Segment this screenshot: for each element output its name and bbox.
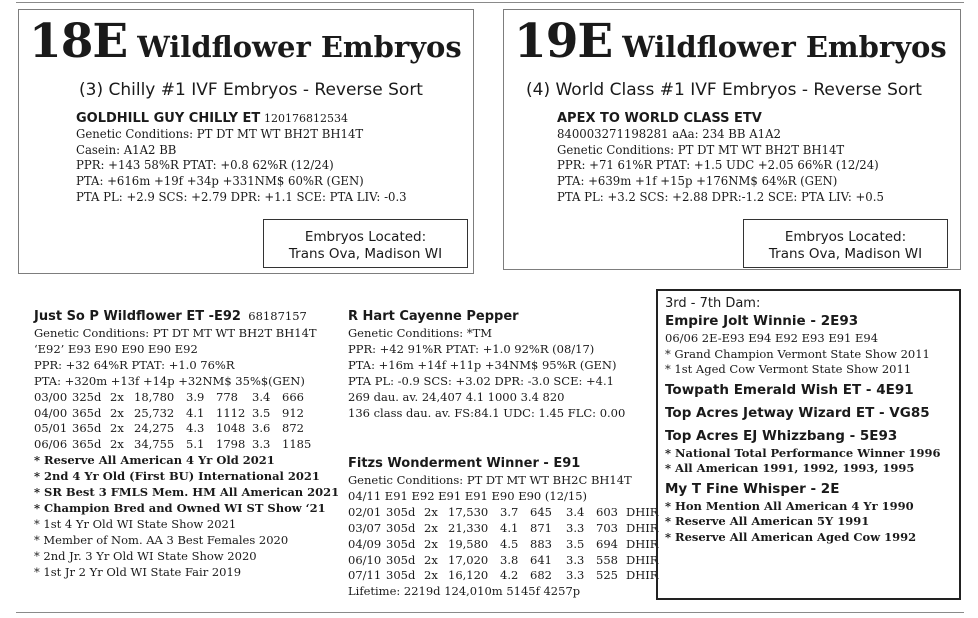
dam-3-name: Empire Jolt Winnie - 2E93	[665, 313, 859, 329]
record-cell: 872	[282, 421, 304, 436]
record-cell: 18,780	[134, 389, 175, 404]
record-row	[348, 505, 662, 521]
record-cell: 2x	[110, 405, 124, 420]
record-cell: 24,275	[134, 421, 175, 436]
lot-number: 19E	[514, 14, 613, 69]
record-cell: 4.5	[500, 536, 519, 551]
record-cell: 558	[596, 552, 618, 567]
sire-line: PPR: +143 58%R PTAT: +0.8 62%R (12/24)	[76, 158, 334, 173]
record-cell: DHIR	[626, 552, 659, 567]
record-cell: 3.3	[566, 520, 585, 535]
sire-line: PTA: +616m +19f +34p +331NM$ 60%R (GEN)	[76, 174, 364, 189]
dam-honor: * 1st Jr 2 Yr Old WI State Fair 2019	[34, 564, 242, 579]
granddam-name: Fitzs Wonderment Winner - E91	[348, 456, 581, 471]
dam-honor: * Champion Bred and Owned WI ST Show ‘21	[34, 500, 326, 515]
record-cell: 3.9	[186, 389, 205, 404]
dam-3-line: 06/06 2E-E93 E94 E92 E93 E91 E94	[665, 331, 879, 345]
dam-honor: * SR Best 3 FMLS Mem. HM All American 2021	[34, 485, 340, 500]
granddam-line: Genetic Conditions: PT DT MT WT BH2C BH14T	[348, 473, 632, 487]
dam-5-name: Top Acres Jetway Wizard ET - VG85	[665, 404, 930, 421]
record-cell: 305d	[386, 520, 416, 535]
record-cell: 2x	[110, 389, 124, 404]
record-cell: 05/01	[34, 421, 68, 436]
record-cell: 3.3	[566, 568, 585, 583]
record-cell: 04/00	[34, 405, 68, 420]
dam-7-line: * Reserve All American 5Y 1991	[665, 514, 870, 528]
maternal-sire-line: PPR: +42 91%R PTAT: +1.0 92%R (08/17)	[348, 341, 595, 356]
dam-6-name: Top Acres EJ Whizzbang - 5E93	[665, 427, 898, 444]
location-label: Embryos Located:	[784, 229, 907, 245]
maternal-sire-line: PTA PL: -0.9 SCS: +3.02 DPR: -3.0 SCE: +4.1	[348, 373, 614, 388]
record-cell: 703	[596, 520, 618, 535]
record-cell: 365d	[72, 405, 102, 420]
lot-number: 18E	[29, 14, 128, 69]
sire-line: Genetic Conditions: PT DT MT WT BH2T BH14T	[557, 142, 845, 157]
record-cell: 3.5	[566, 536, 585, 551]
dam-honor: * 2nd 4 Yr Old (First BU) International 2021	[34, 469, 320, 484]
dam-line: PPR: +32 64%R PTAT: +1.0 76%R	[34, 357, 235, 372]
dam-name: Just So P Wildflower ET -E92	[34, 309, 241, 324]
record-cell: 1048	[216, 421, 246, 436]
sire-line: Casein: A1A2 BB	[76, 142, 177, 157]
lot-title: Wildflower Embryos	[137, 30, 462, 64]
maternal-sire-line: 136 class dau. av. FS:84.1 UDC: 1.45 FLC: 0.00	[348, 405, 626, 420]
record-cell: 305d	[386, 568, 416, 583]
record-cell: 19,580	[448, 536, 489, 551]
maternal-sire-line: 269 dau. av. 24,407 4.1 1000 3.4 820	[348, 389, 565, 404]
dam-7-line: * Hon Mention All American 4 Yr 1990	[665, 498, 914, 513]
record-cell: 17,020	[448, 552, 489, 567]
granddam-lifetime: Lifetime: 2219d 124,010m 5145f 4257p	[348, 584, 581, 599]
record-cell: 1798	[216, 437, 246, 452]
lot-subtitle: (4) World Class #1 IVF Embryos - Reverse Sort	[526, 80, 922, 100]
record-cell: DHIR	[626, 568, 659, 583]
dam-section	[34, 308, 339, 581]
lot-title: Wildflower Embryos	[622, 30, 947, 64]
record-cell: DHIR	[626, 536, 659, 551]
record-cell: DHIR	[626, 504, 659, 519]
record-row	[34, 406, 339, 422]
record-cell: 3.6	[252, 421, 271, 436]
dam-6-line: * All American 1991, 1992, 1993, 1995	[665, 461, 915, 475]
maternal-sire-section	[348, 308, 625, 421]
record-cell: 3.5	[252, 405, 271, 420]
embryo-location-box	[263, 219, 468, 268]
granddam-records	[348, 505, 662, 585]
record-row	[348, 568, 662, 584]
record-cell: 2x	[424, 504, 438, 519]
dams-box	[656, 289, 961, 600]
record-cell: 25,732	[134, 405, 175, 420]
dam-honor: * Member of Nom. AA 3 Best Females 2020	[34, 532, 289, 547]
record-cell: 3.3	[252, 437, 271, 452]
record-cell: 694	[596, 536, 618, 551]
record-cell: 603	[596, 504, 618, 519]
record-cell: 2x	[424, 536, 438, 551]
record-row	[348, 521, 662, 537]
record-cell: DHIR	[626, 520, 659, 535]
record-cell: 2x	[424, 568, 438, 583]
record-cell: 912	[282, 405, 304, 420]
record-cell: 07/11	[348, 568, 382, 583]
record-cell: 666	[282, 389, 304, 404]
top-rule	[16, 2, 964, 3]
dam-3-line: * Grand Champion Vermont State Show 2011	[665, 346, 930, 361]
lot-18e-header	[29, 14, 462, 69]
dam-honor: * 2nd Jr. 3 Yr Old WI State Show 2020	[34, 548, 257, 563]
sire-line: PTA: +639m +1f +15p +176NM$ 64%R (GEN)	[557, 174, 838, 189]
maternal-sire-line: Genetic Conditions: *TM	[348, 326, 493, 340]
record-cell: 03/07	[348, 520, 382, 535]
dam-line: ‘E92’ E93 E90 E90 E90 E92	[34, 341, 198, 356]
sire-registration: 120176812534	[263, 112, 348, 125]
dam-7-line: * Reserve All American Aged Cow 1992	[665, 529, 917, 544]
record-cell: 2x	[110, 437, 124, 452]
dam-honor: * Reserve All American 4 Yr Old 2021	[34, 453, 275, 468]
embryo-location-box	[743, 219, 948, 268]
dam-4-name: Towpath Emerald Wish ET - 4E91	[665, 381, 914, 398]
location-value: Trans Ova, Madison WI	[768, 246, 923, 262]
record-cell: 4.2	[500, 568, 519, 583]
record-cell: 21,330	[448, 520, 489, 535]
sire-name: GOLDHILL GUY CHILLY ET	[76, 111, 261, 126]
record-cell: 305d	[386, 552, 416, 567]
dam-line: Genetic Conditions: PT DT MT WT BH2T BH14T	[34, 326, 317, 340]
record-cell: 325d	[72, 389, 102, 404]
granddam-section	[348, 455, 662, 600]
record-cell: 365d	[72, 437, 102, 452]
location-value: Trans Ova, Madison WI	[288, 246, 443, 262]
record-cell: 4.1	[500, 520, 519, 535]
record-row	[34, 421, 339, 437]
record-cell: 16,120	[448, 568, 489, 583]
dam-3-line: * 1st Aged Cow Vermont State Show 2011	[665, 362, 912, 376]
record-cell: 365d	[72, 421, 102, 436]
record-cell: 305d	[386, 536, 416, 551]
record-cell: 883	[530, 536, 552, 551]
lot-19e-panel	[503, 9, 961, 270]
dam-records	[34, 390, 339, 454]
maternal-sire-line: PTA: +16m +14f +11p +34NM$ 95%R (GEN)	[348, 357, 617, 372]
record-cell: 3.3	[566, 552, 585, 567]
lot-18e-panel	[18, 9, 474, 274]
record-cell: 305d	[386, 504, 416, 519]
record-cell: 5.1	[186, 437, 205, 452]
record-cell: 04/09	[348, 536, 382, 551]
record-cell: 1112	[216, 405, 246, 420]
dam-6-line: * National Total Performance Winner 1996	[665, 445, 941, 460]
record-cell: 3.8	[500, 552, 519, 567]
dam-line: PTA: +320m +13f +14p +32NM$ 35%$(GEN)	[34, 373, 305, 388]
record-cell: 2x	[424, 552, 438, 567]
record-cell: 02/01	[348, 504, 382, 519]
lot-subtitle: (3) Chilly #1 IVF Embryos - Reverse Sort	[79, 80, 423, 100]
dams-label: 3rd - 7th Dam:	[665, 296, 761, 311]
record-cell: 06/10	[348, 552, 382, 567]
record-cell: 682	[530, 568, 552, 583]
record-cell: 3.4	[252, 389, 271, 404]
record-cell: 17,530	[448, 504, 489, 519]
record-cell: 2x	[424, 520, 438, 535]
record-cell: 06/06	[34, 437, 68, 452]
record-cell: 871	[530, 520, 552, 535]
record-row	[34, 390, 339, 406]
granddam-line: 04/11 E91 E92 E91 E91 E90 E90 (12/15)	[348, 488, 588, 503]
record-cell: 778	[216, 389, 238, 404]
lot-19e-header	[514, 14, 947, 69]
record-cell: 641	[530, 552, 552, 567]
record-cell: 4.1	[186, 405, 205, 420]
record-cell: 1185	[282, 437, 312, 452]
record-row	[34, 437, 339, 453]
record-cell: 03/00	[34, 389, 68, 404]
dam-honor: * 1st 4 Yr Old WI State Show 2021	[34, 516, 237, 531]
record-cell: 2x	[110, 421, 124, 436]
record-cell: 3.7	[500, 504, 519, 519]
record-cell: 34,755	[134, 437, 175, 452]
record-row	[348, 553, 662, 569]
location-label: Embryos Located:	[304, 229, 427, 245]
record-cell: 645	[530, 504, 552, 519]
dam-7-name: My T Fine Whisper - 2E	[665, 480, 840, 497]
sire-line: PTA PL: +3.2 SCS: +2.88 DPR:-1.2 SCE: PTA LIV: +0.5	[557, 189, 884, 204]
maternal-sire-name: R Hart Cayenne Pepper	[348, 309, 519, 324]
sire-line: PTA PL: +2.9 SCS: +2.79 DPR: +1.1 SCE: PTA LIV: -0.3	[76, 189, 407, 204]
record-cell: 4.3	[186, 421, 205, 436]
dams-content	[665, 295, 940, 545]
sire-line: PPR: +71 61%R PTAT: +1.5 UDC +2.05 66%R (12/24)	[557, 158, 879, 173]
sire-line: 840003271198281 aAa: 234 BB A1A2	[557, 126, 781, 141]
sire-line: Genetic Conditions: PT DT MT WT BH2T BH14T	[76, 126, 364, 141]
sire-info	[76, 111, 407, 206]
sire-name: APEX TO WORLD CLASS ETV	[557, 111, 762, 126]
record-cell: 3.4	[566, 504, 585, 519]
record-row	[348, 537, 662, 553]
record-cell: 525	[596, 568, 618, 583]
sire-info	[557, 111, 884, 206]
dam-registration: 68187157	[248, 309, 307, 323]
bottom-rule	[16, 612, 964, 613]
